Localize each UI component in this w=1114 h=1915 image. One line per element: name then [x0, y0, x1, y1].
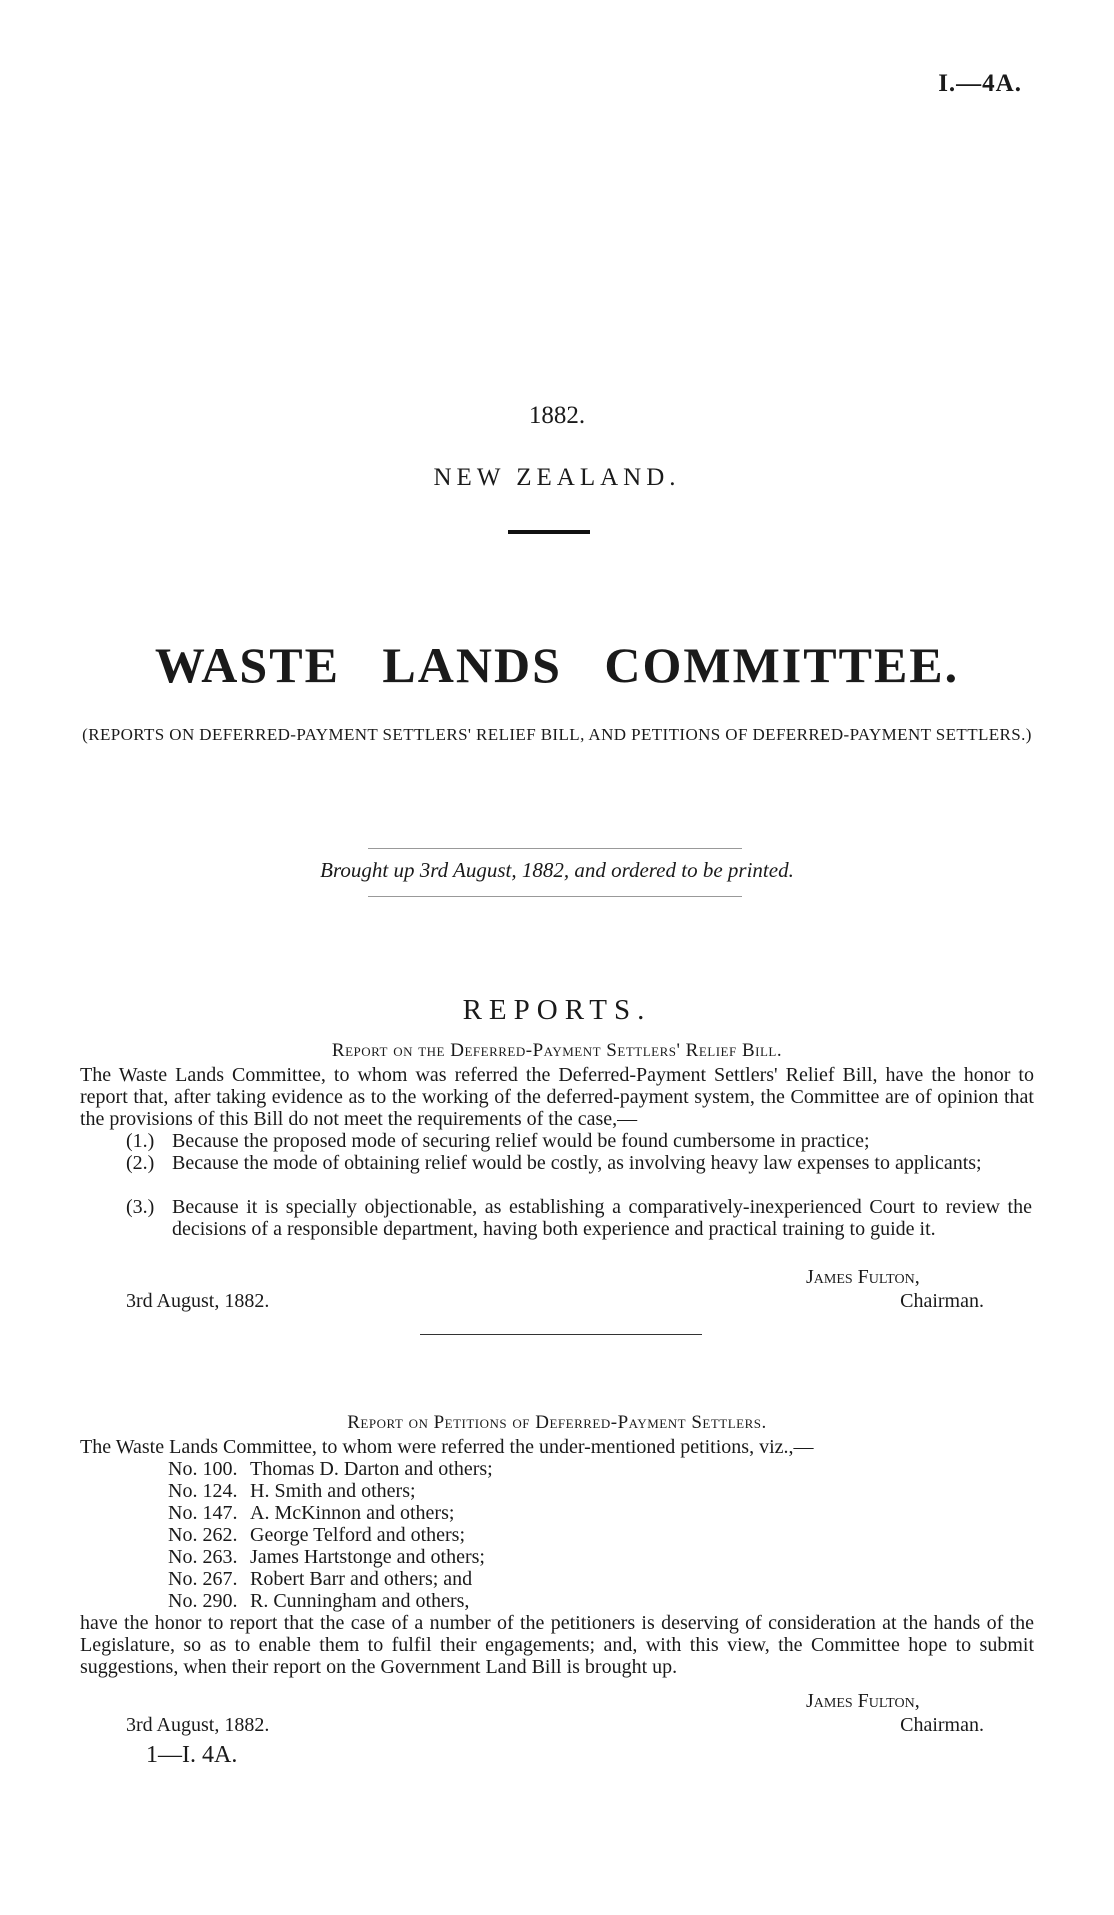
- report1-signatory: James Fulton,: [806, 1266, 920, 1288]
- report2-body: have the honor to report that the case of a number of the petitioners is deserving of consideration at the hands of the Legislature, so as to enable them to fulfil their engagements; and, with this view, the Committee hope to submit suggestions, when their report on the Government Land Bill is brought up.: [80, 1612, 1034, 1678]
- petition-number: No. 124.: [168, 1480, 238, 1502]
- petition-item: [168, 1458, 493, 1480]
- petition-number: No. 147.: [168, 1502, 238, 1524]
- petition-number: No. 267.: [168, 1568, 238, 1590]
- section-divider: [420, 1334, 702, 1335]
- petition-item: [168, 1524, 465, 1546]
- petition-text: James Hartstonge and others;: [250, 1546, 485, 1568]
- petition-item: [168, 1568, 472, 1590]
- report2-heading: Report on Petitions of Deferred-Payment Settlers.: [347, 1412, 767, 1433]
- divider-bottom: [368, 896, 742, 897]
- petition-text: Robert Barr and others; and: [250, 1568, 473, 1590]
- petition-text: H. Smith and others;: [250, 1480, 416, 1502]
- country-heading: NEW ZEALAND.: [433, 464, 681, 491]
- petition-number: No. 100.: [168, 1458, 238, 1480]
- item-number: (2.): [126, 1152, 155, 1174]
- petition-number: No. 290.: [168, 1590, 238, 1612]
- petition-text: A. McKinnon and others;: [250, 1502, 455, 1524]
- report1-item: [126, 1152, 1032, 1174]
- report2-signatory: James Fulton,: [806, 1690, 920, 1712]
- report2-signatory-title: Chairman.: [900, 1714, 984, 1736]
- brought-up-line: Brought up 3rd August, 1882, and ordered to be printed.: [320, 858, 794, 882]
- footer-reference: 1—I. 4A.: [146, 1742, 238, 1768]
- item-text: Because it is specially objectionable, as establishing a comparatively-inexperienced Court to review the decisions of a responsible department, having both experience and practical training to guide it.: [172, 1196, 1032, 1240]
- document-reference: I.—4A.: [938, 70, 1022, 97]
- reports-heading: REPORTS.: [462, 994, 652, 1026]
- year-heading: 1882.: [528, 402, 586, 429]
- report1-item: [126, 1130, 1032, 1152]
- item-number: (3.): [126, 1196, 155, 1218]
- petition-item: [168, 1546, 485, 1568]
- petition-text: George Telford and others;: [250, 1524, 466, 1546]
- report2-date: 3rd August, 1882.: [126, 1714, 270, 1736]
- item-number: (1.): [126, 1130, 155, 1152]
- report1-heading: Report on the Deferred-Payment Settlers' Relief Bill.: [331, 1040, 783, 1061]
- petition-item: [168, 1502, 454, 1524]
- document-subtitle: (REPORTS ON DEFERRED-PAYMENT SETTLERS' RELIEF BILL, AND PETITIONS OF DEFERRED-PAYMENT SETTLERS.): [82, 725, 1032, 744]
- report1-intro: The Waste Lands Committee, to whom was referred the Deferred-Payment Settlers' Relief Bill, have the honor to report that, after taking evidence as to the working of the deferred-payment system, the Committee are of opinion that the provisions of this Bill do not meet the requirements of the case,—: [80, 1064, 1034, 1130]
- heavy-divider: [508, 530, 590, 534]
- report1-item: [126, 1196, 1032, 1240]
- petition-number: No. 262.: [168, 1524, 238, 1546]
- document-title: WASTE LANDS COMMITTEE.: [154, 637, 960, 693]
- petition-item: [168, 1590, 469, 1612]
- item-text: Because the mode of obtaining relief would be costly, as involving heavy law expenses to applicants;: [172, 1152, 982, 1174]
- report1-date: 3rd August, 1882.: [126, 1290, 270, 1312]
- item-text: Because the proposed mode of securing relief would be found cumbersome in practice;: [172, 1130, 870, 1152]
- report1-signatory-title: Chairman.: [900, 1290, 984, 1312]
- petition-number: No. 263.: [168, 1546, 238, 1568]
- report2-intro: The Waste Lands Committee, to whom were referred the under-mentioned petitions, viz.,—: [80, 1436, 814, 1458]
- petition-text: Thomas D. Darton and others;: [250, 1458, 493, 1480]
- divider-top: [368, 848, 742, 849]
- petition-item: [168, 1480, 416, 1502]
- petition-text: R. Cunningham and others,: [250, 1590, 470, 1612]
